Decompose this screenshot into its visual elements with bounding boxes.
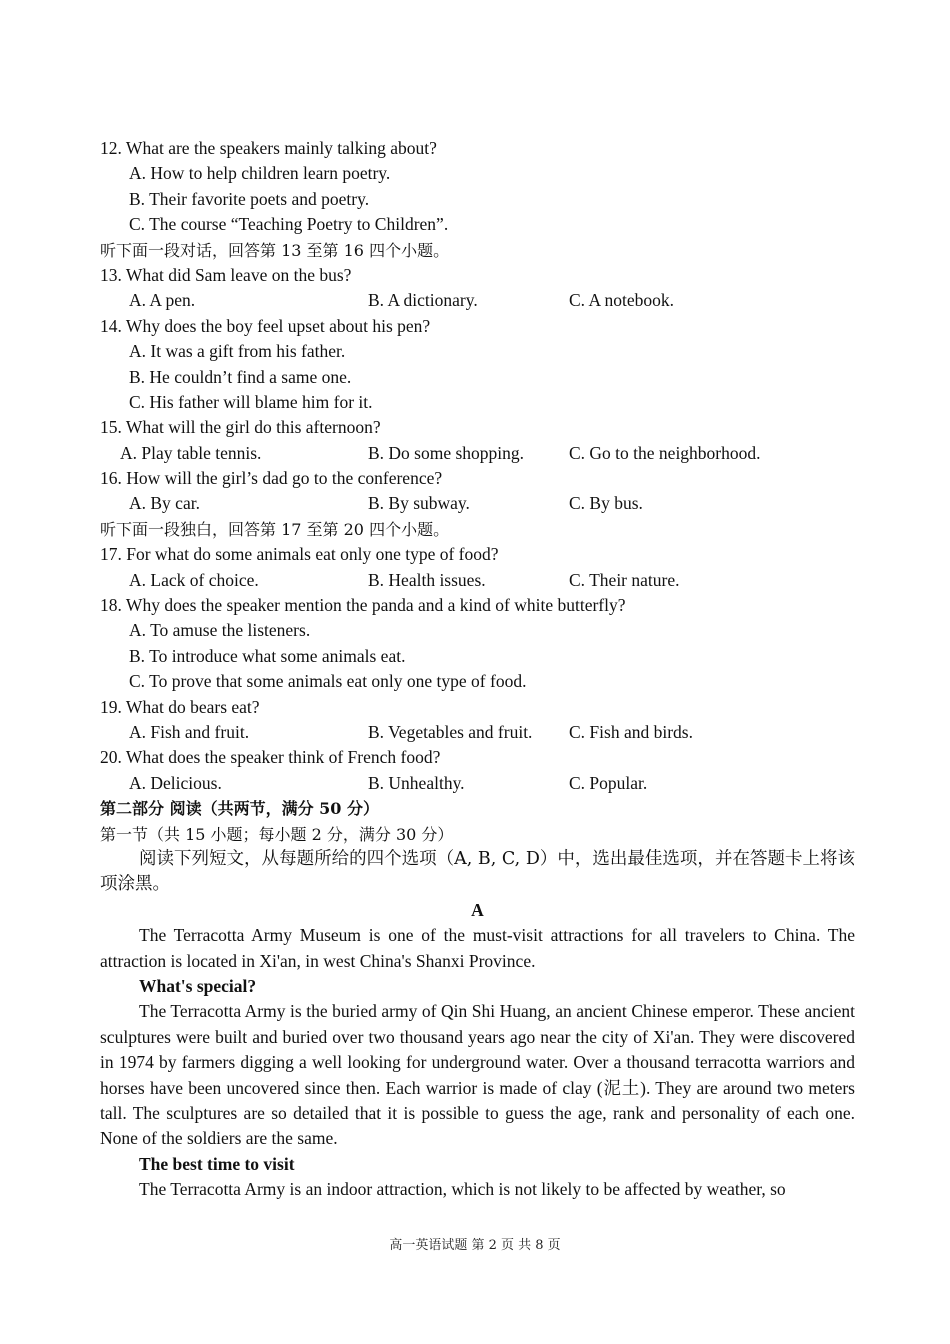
q14-option-b: B. He couldn’t find a same one.	[129, 366, 352, 387]
reading-instructions: 阅读下列短文，从每题所给的四个选项（A, B, C, D）中，选出最佳选项，并在答题卡上将该项涂黑。	[100, 848, 855, 895]
q17-option-a: A. Lack of choice.	[129, 569, 259, 590]
q15-options	[100, 441, 855, 466]
passage-paragraph-2: The Terracotta Army is the buried army of Qin Shi Huang, an ancient Chinese emperor. These ancient sculptures were built and buried over two thousand years ago near the city of Xi'an. They were discovered in 1974 by farmers digging a well looking for underground water. Over a thousand terracotta warriors and horses have been uncovered since then. Each warrior is made of clay (泥土). They are around two meters tall. The sculptures are so detailed that it is possible to guess the age, rank and personality of each one. None of the soldiers are the same.	[100, 1001, 855, 1149]
passage-paragraph-1: The Terracotta Army Museum is one of the must-visit attractions for all travelers to China. The attraction is located in Xi'an, in west China's Shanxi Province.	[100, 925, 855, 971]
q19-options	[100, 720, 855, 745]
question-20: 20. What does the speaker think of French food?	[100, 747, 441, 768]
q13-options	[100, 288, 855, 313]
section-one-title: 第一节（共 15 小题；每小题 2 分，满分 30 分）	[100, 824, 454, 844]
q12-option-b: B. Their favorite poets and poetry.	[129, 188, 370, 209]
instruction-13-16: 听下面一段对话，回答第 13 至第 16 四个小题。	[100, 240, 450, 260]
passage-paragraph-3: The Terracotta Army is an indoor attraction, which is not likely to be affected by weather, so	[139, 1179, 786, 1200]
q19-option-c: C. Fish and birds.	[569, 721, 693, 742]
q18-option-c: C. To prove that some animals eat only one type of food.	[129, 671, 527, 692]
q20-option-b: B. Unhealthy.	[368, 772, 465, 793]
q13-option-c: C. A notebook.	[569, 290, 675, 311]
q14-option-c: C. His father will blame him for it.	[129, 391, 373, 412]
exam-page	[100, 136, 855, 1203]
page-footer: 高一英语试题 第 2 页 共 8 页	[389, 1238, 561, 1253]
question-19: 19. What do bears eat?	[100, 696, 260, 717]
q19-option-b: B. Vegetables and fruit.	[368, 721, 533, 742]
instruction-17-20: 听下面一段独白，回答第 17 至第 20 四个小题。	[100, 519, 450, 539]
q17-option-b: B. Health issues.	[368, 569, 486, 590]
q15-option-c: C. Go to the neighborhood.	[569, 442, 761, 463]
heading-best-time: The best time to visit	[139, 1153, 295, 1174]
q20-option-a: A. Delicious.	[129, 772, 222, 793]
q20-options	[100, 771, 855, 796]
q15-option-b: B. Do some shopping.	[368, 442, 525, 463]
question-12: 12. What are the speakers mainly talking about?	[100, 138, 437, 158]
question-13: 13. What did Sam leave on the bus?	[100, 264, 352, 285]
heading-whats-special: What's special?	[139, 975, 257, 996]
q12-option-c: C. The course “Teaching Poetry to Children”.	[129, 214, 449, 235]
q18-option-b: B. To introduce what some animals eat.	[129, 645, 406, 666]
q16-option-c: C. By bus.	[569, 493, 643, 514]
question-17: 17. For what do some animals eat only one type of food?	[100, 544, 499, 565]
q12-option-a: A. How to help children learn poetry.	[129, 163, 391, 184]
question-18: 18. Why does the speaker mention the panda and a kind of white butterfly?	[100, 595, 626, 616]
q16-option-a: A. By car.	[129, 493, 200, 514]
q16-option-b: B. By subway.	[368, 493, 470, 514]
question-16: 16. How will the girl’s dad go to the conference?	[100, 468, 443, 489]
q13-option-b: B. A dictionary.	[368, 290, 478, 311]
question-14: 14. Why does the boy feel upset about his pen?	[100, 315, 431, 336]
question-15: 15. What will the girl do this afternoon?	[100, 417, 381, 438]
q18-option-a: A. To amuse the listeners.	[129, 620, 311, 641]
q14-option-a: A. It was a gift from his father.	[129, 341, 346, 362]
q20-option-c: C. Popular.	[569, 772, 648, 793]
q17-option-c: C. Their nature.	[569, 569, 680, 590]
passage-label: A	[471, 899, 484, 920]
q17-options	[100, 568, 855, 593]
q13-option-a: A. A pen.	[129, 290, 196, 311]
q15-option-a: A. Play table tennis.	[120, 442, 262, 463]
q16-options	[100, 491, 855, 516]
q19-option-a: A. Fish and fruit.	[129, 721, 250, 742]
part-two-title: 第二部分 阅读（共两节，满分 50 分）	[100, 799, 379, 819]
